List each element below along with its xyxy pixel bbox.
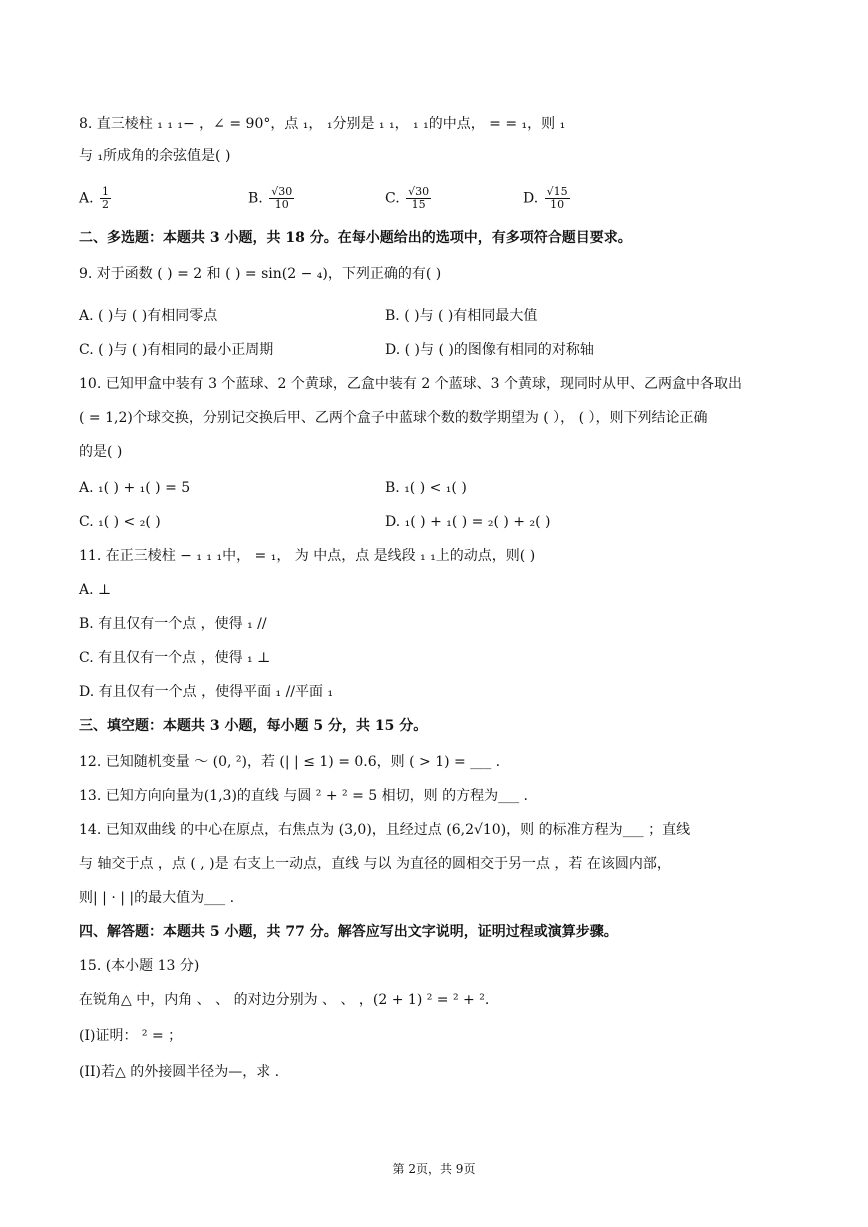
page-footer: 第 2页，共 9页: [392, 1162, 476, 1176]
q9-option-b: B. ( )与 ( )有相同最大值: [385, 308, 538, 324]
denominator: 15: [411, 198, 426, 211]
denominator: 2: [102, 198, 110, 211]
section-heading-fill-blank: 三、填空题：本题共 3 小题，每小题 5 分，共 15 分。: [79, 718, 428, 734]
q8-option-b: [248, 186, 294, 211]
section-heading-multi-choice: 二、多选题：本题共 3 小题，共 18 分。在每小题给出的选项中，有多项符合题目要求。: [79, 230, 632, 246]
q10-line2: ( = 1,2)个球交换，分别记交换后甲、乙两个盒子中蓝球个数的数学期望为 ( ）， ( ），则下列结论正确: [79, 410, 708, 426]
denominator: 10: [274, 198, 289, 211]
denominator: 10: [550, 198, 565, 211]
q10-option-d: D. ₁( ) + ₁( ) = ₂( ) + ₂( ): [385, 514, 551, 530]
fraction: [406, 186, 431, 211]
q11-option-c: C. 有且仅有一个点 ，使得 ₁ ⊥: [79, 650, 271, 666]
q11-stem: 11. 在正三棱柱 − ₁ ₁ ₁中， = ₁， 为 中点，点 是线段 ₁ ₁上的动点，则( ): [79, 548, 536, 564]
q15-stem: 在锐角△ 中，内角 、 、 的对边分别为 、 、 ，(2 + 1) ² = ² + ².: [79, 992, 490, 1008]
option-label: D.: [523, 190, 539, 207]
fraction: [545, 186, 570, 211]
q11-option-b: B. 有且仅有一个点 ，使得 ₁ //: [79, 616, 267, 632]
q10-line3: 的是( ): [79, 444, 123, 460]
q11-option-d: D. 有且仅有一个点 ，使得平面 ₁ //平面 ₁: [79, 684, 334, 700]
q10-option-b: B. ₁( ) < ₁( ): [385, 480, 467, 496]
q15-part1: (I)证明： ² = ；: [79, 1028, 183, 1044]
q8-line1: 8. 直三棱柱 ₁ ₁ ₁− ，∠ = 90°，点 ₁， ₁分别是 ₁ ₁， ₁ ₁的中点， = = ₁，则 ₁: [79, 116, 566, 132]
option-label: A.: [79, 190, 94, 207]
q15-title: 15. (本小题 13 分): [79, 958, 200, 974]
q10-line1: 10. 已知甲盒中装有 3 个蓝球、2 个黄球，乙盒中装有 2 个蓝球、3 个黄球，现同时从甲、乙两盒中各取出: [79, 376, 743, 392]
q13: 13. 已知方向向量为(1,3)的直线 与圆 ² + ² = 5 相切，则 的方程为___ .: [79, 788, 528, 804]
q8-option-a: [79, 186, 111, 211]
option-label: C.: [385, 190, 400, 207]
q12: 12. 已知随机变量 ～ (0, ²)，若 (| | ≤ 1) = 0.6，则 ( > 1) = ___ .: [79, 754, 501, 770]
numerator: √15: [546, 185, 568, 198]
q14-line2: 与 轴交于点 ，点 ( , )是 右支上一动点，直线 与以 为直径的圆相交于另一点 ，若 在该圆内部，: [79, 856, 671, 872]
q8-option-d: [523, 186, 570, 211]
numerator: 1: [102, 185, 110, 198]
q9-option-a: A. ( )与 ( )有相同零点: [79, 308, 218, 324]
q10-option-c: C. ₁( ) < ₂( ): [79, 514, 161, 530]
q8-line2: 与 ₁所成角的余弦值是( ): [79, 148, 231, 164]
fraction: [269, 186, 294, 211]
option-label: B.: [248, 190, 263, 207]
q14-line1: 14. 已知双曲线 的中心在原点，右焦点为 (3,0)，且经过点 (6,2√10)，则 的标准方程为___ ；直线: [79, 822, 691, 838]
q9-option-d: D. ( )与 ( )的图像有相同的对称轴: [385, 342, 594, 358]
q14-line3: 则| | · | |的最大值为___ .: [79, 890, 235, 906]
fraction: [100, 186, 111, 211]
q9-stem: 9. 对于函数 ( ) = 2 和 ( ) = sin(2 − ₄)，下列正确的有( ): [79, 266, 442, 282]
section-heading-solutions: 四、解答题：本题共 5 小题，共 77 分。解答应写出文字说明，证明过程或演算步骤。: [79, 924, 618, 940]
q8-option-c: [385, 186, 431, 211]
q11-option-a: A. ⊥: [79, 582, 112, 598]
numerator: √30: [408, 185, 430, 198]
q10-option-a: A. ₁( ) + ₁( ) = 5: [79, 480, 191, 496]
q15-part2: (II)若△ 的外接圆半径为—，求 .: [79, 1064, 280, 1080]
q9-option-c: C. ( )与 ( )有相同的最小正周期: [79, 342, 274, 358]
numerator: √30: [271, 185, 293, 198]
